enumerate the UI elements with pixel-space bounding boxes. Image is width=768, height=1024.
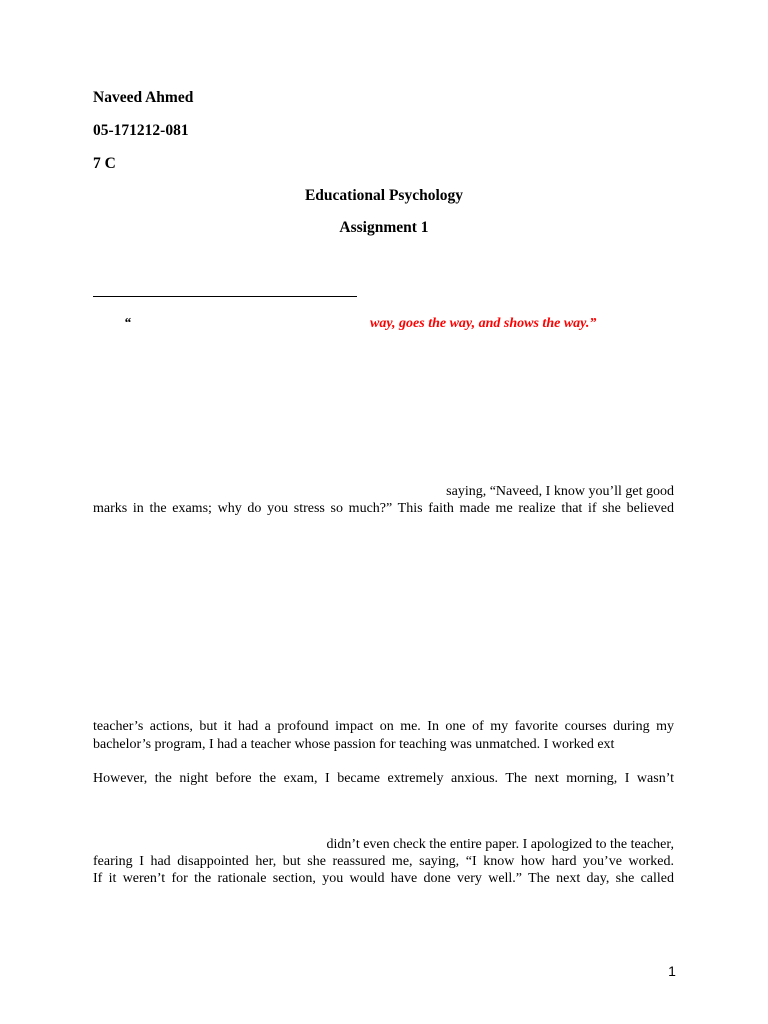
course-title: Educational Psychology bbox=[304, 187, 464, 204]
page-number: 1 bbox=[668, 963, 676, 979]
body-line-7: fearing I had disappointed her, but she reassured me, saying, “I know how hard you’ve worked. bbox=[93, 854, 674, 869]
student-id: 05-171212-081 bbox=[93, 122, 189, 139]
quote-open-mark: “ bbox=[124, 316, 131, 331]
body-line-4: bachelor’s program, I had a teacher whose passion for teaching was unmatched. I worked ext bbox=[93, 737, 615, 752]
body-line-5: However, the night before the exam, I became extremely anxious. The next morning, I wasn’t bbox=[93, 771, 674, 786]
body-line-6: didn’t even check the entire paper. I apologized to the teacher, bbox=[326, 837, 674, 852]
body-line-2: marks in the exams; why do you stress so much?” This faith made me realize that if she believed bbox=[93, 501, 674, 516]
author-name: Naveed Ahmed bbox=[93, 89, 194, 106]
body-line-3: teacher’s actions, but it had a profound impact on me. In one of my favorite courses during my bbox=[93, 719, 674, 734]
body-line-8: If it weren’t for the rationale section, you would have done very well.” The next day, she called bbox=[93, 871, 674, 886]
body-line-1: saying, “Naveed, I know you’ll get good bbox=[446, 484, 674, 499]
horizontal-rule bbox=[93, 296, 357, 297]
assignment-title: Assignment 1 bbox=[339, 219, 429, 236]
class-section: 7 C bbox=[93, 155, 116, 172]
quote-text: way, goes the way, and shows the way.” bbox=[370, 316, 597, 331]
